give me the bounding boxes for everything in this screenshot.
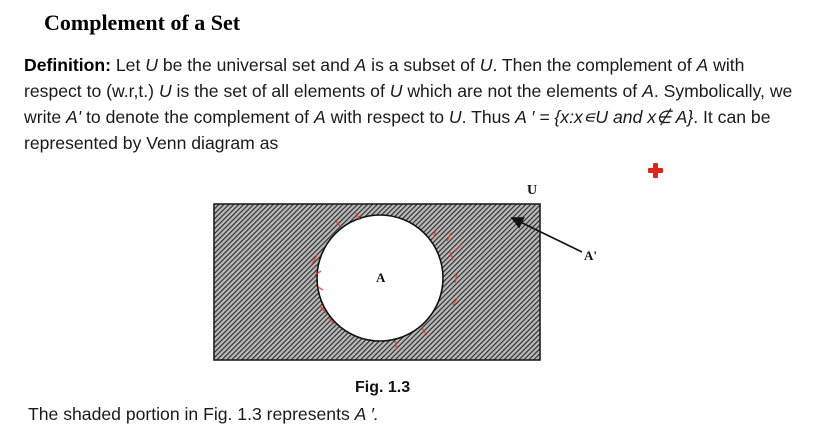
symbol-a-prime: A ′. (354, 404, 379, 424)
symbol-a: A (354, 55, 367, 75)
symbol-u: U (389, 81, 403, 101)
definition-text: . Thus (461, 107, 516, 127)
definition-text: . It can be represented by Venn diagram as (24, 107, 771, 153)
symbol-u: U (479, 55, 493, 75)
symbol-u: U (145, 55, 158, 75)
set-a-label: A (376, 270, 386, 285)
figure-caption: Fig. 1.3 (355, 379, 411, 396)
symbol-u: U (448, 107, 462, 127)
definition-paragraph (24, 52, 796, 156)
add-annotation-icon[interactable] (648, 163, 662, 177)
symbol-a: A (642, 81, 654, 101)
symbol-u: U (158, 81, 172, 101)
conclusion-body: The shaded portion in Fig. 1.3 represents (28, 404, 355, 424)
definition-text: with respect to (325, 107, 449, 127)
definition-text: Let (110, 55, 146, 75)
page-title: Complement of a Set (44, 10, 241, 35)
complement-label: A' (584, 248, 597, 263)
definition-text: be the universal set and (157, 55, 355, 75)
definition-text: . Then the complement of (492, 55, 697, 75)
definition-text: . Symbolically, we write (24, 81, 793, 127)
definition-text: to denote the complement of (81, 107, 314, 127)
symbol-a-prime: A' (66, 107, 82, 127)
definition-text: which are not the elements of (402, 81, 643, 101)
venn-diagram (200, 178, 620, 378)
universal-set-label: U (527, 183, 538, 198)
definition-text: with respect to (w.r,t.) (24, 55, 745, 101)
definition-label: Definition: (24, 55, 111, 75)
symbol-a: A (313, 107, 326, 127)
conclusion-text (28, 404, 379, 425)
symbol-a: A (696, 55, 709, 75)
set-builder-formula: A ′ = {x:x∊U and x∉ A} (515, 107, 694, 127)
definition-text: is a subset of (366, 55, 480, 75)
definition-text: is the set of all elements of (171, 81, 390, 101)
